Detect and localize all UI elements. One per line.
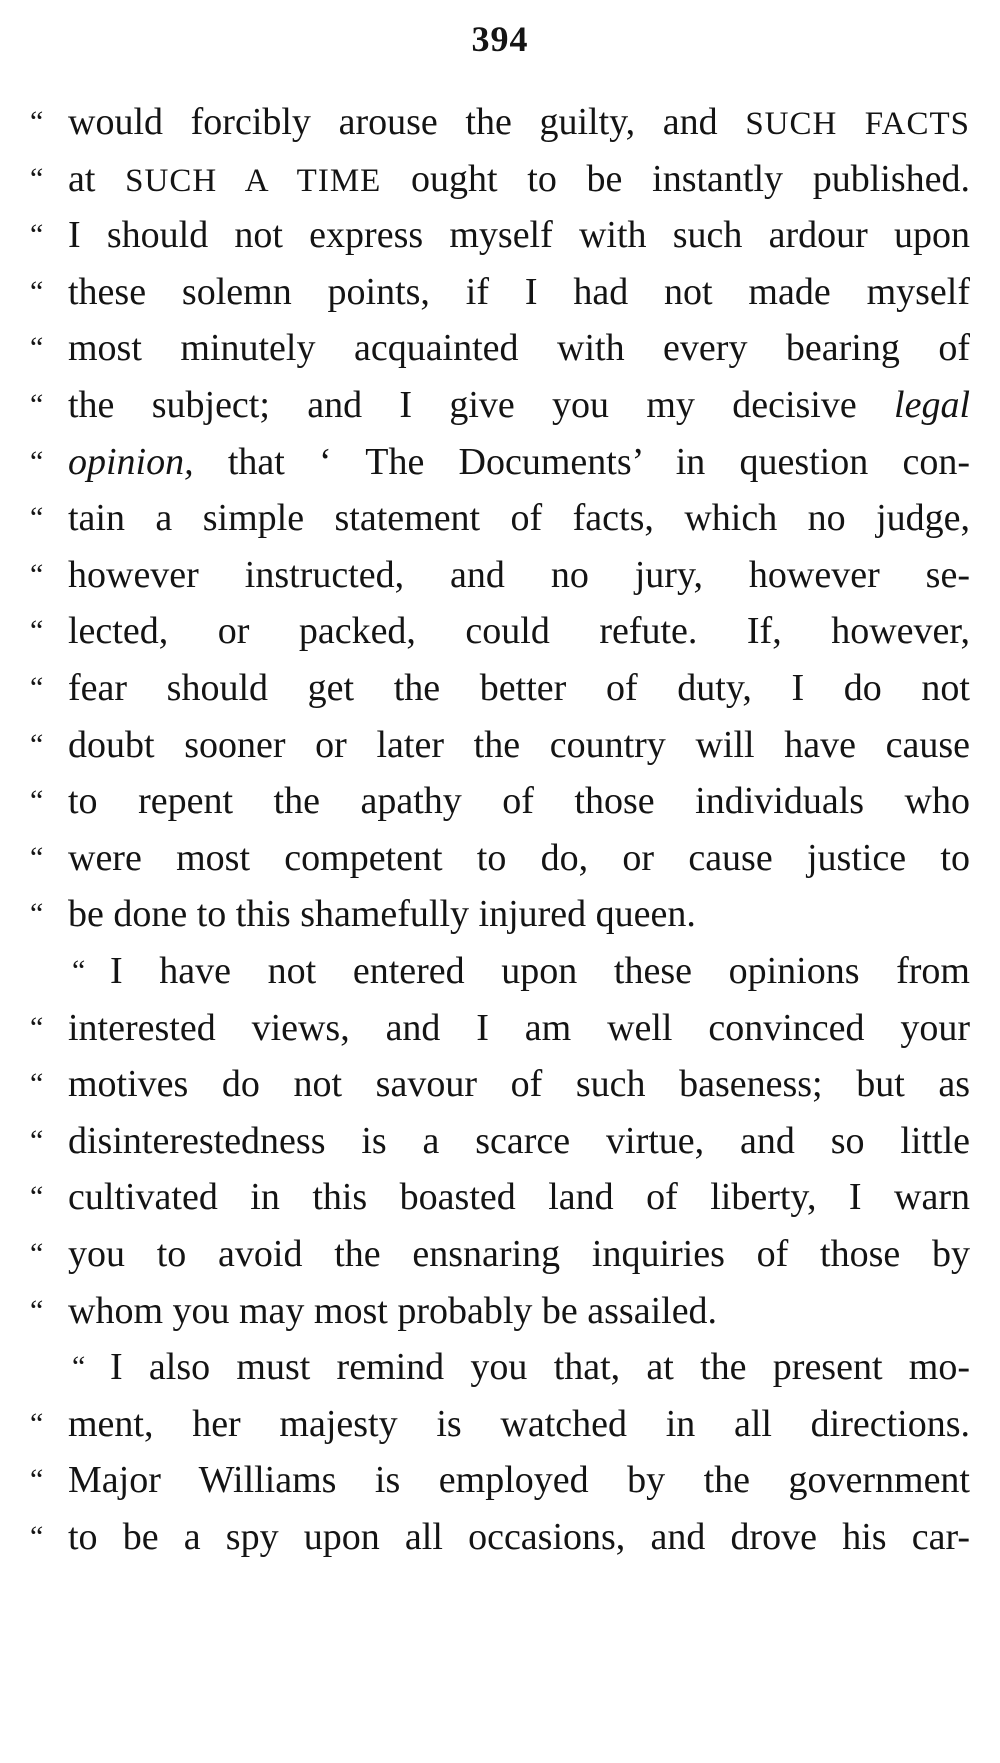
line-text [110, 941, 970, 997]
text-line [30, 375, 970, 431]
quote-mark: “ [30, 161, 44, 195]
text-line [30, 1281, 970, 1337]
quote-mark: “ [30, 1520, 44, 1553]
quote-mark: “ [30, 1010, 44, 1044]
quote-mark: “ [30, 501, 44, 535]
text-run: were most competent to do, or cause justice to [68, 836, 970, 879]
italic-text: opinion, [68, 440, 194, 483]
line-text [68, 771, 970, 827]
text-run: tain a simple statement of facts, which no judge, [68, 497, 970, 540]
line-text [68, 1450, 970, 1506]
text-run: I also must remind you that, at the present mo- [110, 1346, 970, 1389]
quote-mark: “ [30, 1180, 44, 1214]
text-line [30, 1394, 970, 1450]
line-text [68, 1054, 970, 1110]
text-line [30, 771, 970, 827]
text-run: would forcibly arouse the guilty, and [68, 101, 746, 143]
text-run: these solemn points, if I had not made myself [68, 270, 970, 313]
quote-mark: “ [30, 274, 44, 308]
line-text [68, 715, 970, 771]
text-run: I should not express myself with such ardour upon [68, 214, 970, 257]
text-line [30, 1450, 970, 1506]
line-text [68, 262, 970, 318]
text-line [30, 1167, 970, 1223]
text-line [30, 658, 970, 714]
text-run: whom you may most probably be assailed. [68, 1289, 718, 1332]
text-run: most minutely acquainted with every bearing of [68, 327, 970, 370]
text-run: lected, or packed, could refute. If, however, [68, 610, 970, 653]
text-line [30, 545, 970, 601]
text-run: ment, her majesty is watched in all directions. [68, 1402, 970, 1445]
text-run: fear should get the better of duty, I do not [68, 667, 970, 709]
text-line [30, 205, 970, 261]
line-text [68, 828, 970, 884]
quote-mark: “ [30, 614, 44, 648]
quote-mark: “ [72, 954, 86, 987]
quote-mark: “ [72, 1350, 86, 1384]
quote-mark: “ [30, 1406, 44, 1440]
quote-mark: “ [30, 1293, 44, 1327]
quote-mark: “ [30, 557, 44, 591]
small-caps-text: SUCH A TIME [125, 162, 382, 199]
text-run: cultivated in this boasted land of liberty, I warn [68, 1176, 970, 1219]
quote-mark: “ [30, 218, 44, 252]
text-line [30, 1224, 970, 1280]
quote-mark: “ [30, 897, 44, 931]
text-line [30, 432, 970, 488]
quote-mark: “ [30, 1463, 44, 1497]
quote-mark: “ [30, 727, 44, 761]
text-line [30, 941, 970, 997]
text-line [30, 318, 970, 374]
text-line [30, 92, 970, 148]
line-text [68, 1281, 970, 1337]
text-run: I have not entered upon these opinions from [110, 950, 970, 992]
line-text [68, 375, 970, 431]
text-line [30, 1507, 970, 1563]
text-run: to repent the apathy of those individuals who [68, 780, 970, 823]
line-text [68, 998, 970, 1054]
line-text [68, 205, 970, 261]
text-run: at [68, 157, 126, 200]
text-run: doubt sooner or later the country will have cause [68, 723, 970, 766]
quote-mark: “ [30, 1123, 44, 1157]
text-line [30, 488, 970, 544]
text-run: motives do not savour of such baseness; but as [68, 1063, 970, 1106]
line-text [68, 1507, 970, 1563]
line-text [68, 1224, 970, 1280]
text-run: that ‘ The Documents’ in question con- [193, 440, 970, 483]
line-text [68, 658, 970, 714]
text-line [30, 1337, 970, 1393]
quote-mark: “ [30, 840, 44, 874]
quote-mark: “ [30, 105, 44, 138]
line-text [68, 92, 970, 148]
text-run: Major Williams is employed by the government [68, 1459, 970, 1502]
text-line [30, 601, 970, 657]
line-text [68, 1394, 970, 1450]
quote-mark: “ [30, 444, 44, 478]
text-run: you to avoid the ensnaring inquiries of those by [68, 1233, 970, 1275]
text-run: to be a spy upon all occasions, and drove his car- [68, 1516, 970, 1558]
text-line [30, 1111, 970, 1167]
line-text [68, 432, 970, 488]
quote-mark: “ [30, 1067, 44, 1101]
text-run: disinterestedness is a scarce virtue, and so little [68, 1119, 970, 1162]
text-line [30, 262, 970, 318]
text-run: ought to be instantly published. [381, 157, 970, 200]
text-line [30, 828, 970, 884]
text-run: however instructed, and no jury, however se- [68, 553, 970, 596]
italic-text: legal [894, 384, 970, 426]
text-run: interested views, and I am well convinced your [68, 1006, 970, 1049]
line-text [110, 1337, 970, 1393]
quote-mark: “ [30, 1237, 44, 1270]
line-text [68, 318, 970, 374]
text-run: be done to this shamefully injured queen. [68, 893, 696, 936]
text-line [30, 1054, 970, 1110]
text-line [30, 715, 970, 771]
text-run: the subject; and I give you my decisive [68, 384, 895, 426]
quote-mark: “ [30, 784, 44, 818]
line-text [68, 488, 970, 544]
text-line [30, 149, 970, 205]
small-caps-text: SUCH FACTS [745, 106, 970, 142]
text-line [30, 998, 970, 1054]
line-text [68, 149, 970, 205]
quote-mark: “ [30, 671, 44, 704]
line-text [68, 1167, 970, 1223]
text-line [30, 884, 970, 940]
line-text [68, 601, 970, 657]
line-text [68, 884, 970, 940]
line-text [68, 1111, 970, 1167]
line-text [68, 545, 970, 601]
quote-mark: “ [30, 388, 44, 421]
quote-mark: “ [30, 331, 44, 365]
page-number: 394 [471, 19, 529, 59]
